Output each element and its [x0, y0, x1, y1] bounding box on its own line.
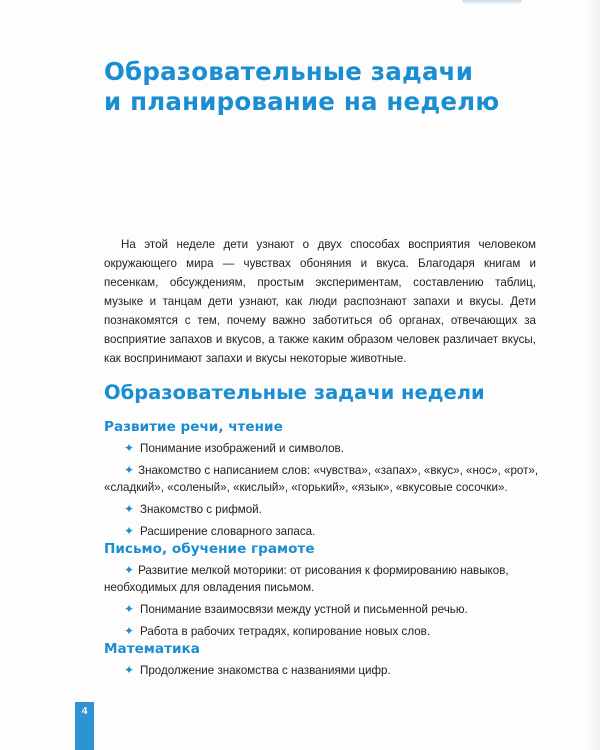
list-item-text: Расширение словарного запаса. — [140, 525, 316, 538]
list-item — [104, 662, 544, 679]
page-title — [104, 57, 544, 117]
subject-speech-reading — [104, 416, 544, 545]
bullet-list — [104, 662, 544, 679]
list-item-text: Работа в рабочих тетрадях, копирование новых слов. — [140, 625, 431, 638]
list-item — [104, 501, 544, 518]
subject-math — [104, 638, 544, 684]
page-number-tab — [75, 702, 94, 750]
star-bullet-icon: ✦ — [124, 624, 135, 638]
scan-artifact — [462, 0, 522, 4]
list-item-text: Развитие мелкой моторики: от рисования к формированию навыков, необходимых для овладения письмом. — [104, 564, 509, 594]
page-number: 4 — [81, 705, 88, 717]
list-item-text: Знакомство с рифмой. — [140, 503, 262, 516]
star-bullet-icon: ✦ — [124, 502, 135, 516]
bullet-list — [104, 562, 544, 640]
list-item — [104, 562, 544, 596]
star-bullet-icon: ✦ — [124, 602, 135, 616]
list-item — [104, 601, 544, 618]
subject-title: Развитие речи, чтение — [104, 419, 283, 435]
list-item-text: Знакомство с написанием слов: «чувства», «запах», «вкус», «нос», «рот», «сладкий», «соленый», «кислый», «горький», «язык», «вкусовые сосочки». — [104, 464, 539, 494]
list-item — [104, 440, 544, 457]
section-heading: Образовательные задачи недели — [104, 381, 485, 404]
star-bullet-icon: ✦ — [124, 441, 135, 455]
page-title-line-2: и планирование на неделю — [104, 87, 500, 116]
list-item-text: Понимание взаимосвязи между устной и письменной речью. — [140, 603, 468, 616]
intro-text: На этой неделе дети узнают о двух способах восприятия человеком окружающего мира — чувствах обоняния и вкуса. Благодаря книгам и песенкам, обсуждениям, простым экспериментам, составлению таблиц, музыке и танцам дети узнают, как люди распознают запахи и вкусы. Дети познакомятся с тем, почему важно заботиться об органах, отвечающих за восприятие запахов и вкусов, а также каким образом человек различает вкусы, как воспринимают запахи и вкусы некоторые животные. — [104, 238, 536, 365]
subject-title: Письмо, обучение грамоте — [104, 541, 315, 557]
page-edge-shadow — [586, 0, 600, 750]
subject-writing-literacy — [104, 538, 544, 645]
intro-paragraph — [104, 235, 536, 368]
bullet-list — [104, 440, 544, 540]
star-bullet-icon: ✦ — [124, 463, 135, 477]
star-bullet-icon: ✦ — [124, 563, 135, 577]
star-bullet-icon: ✦ — [124, 524, 135, 538]
list-item-text: Понимание изображений и символов. — [140, 442, 344, 455]
star-bullet-icon: ✦ — [124, 663, 135, 677]
list-item-text: Продолжение знакомства с названиями цифр. — [140, 664, 391, 677]
subject-title: Математика — [104, 641, 200, 657]
list-item — [104, 462, 544, 496]
page-title-line-1: Образовательные задачи — [104, 57, 474, 86]
